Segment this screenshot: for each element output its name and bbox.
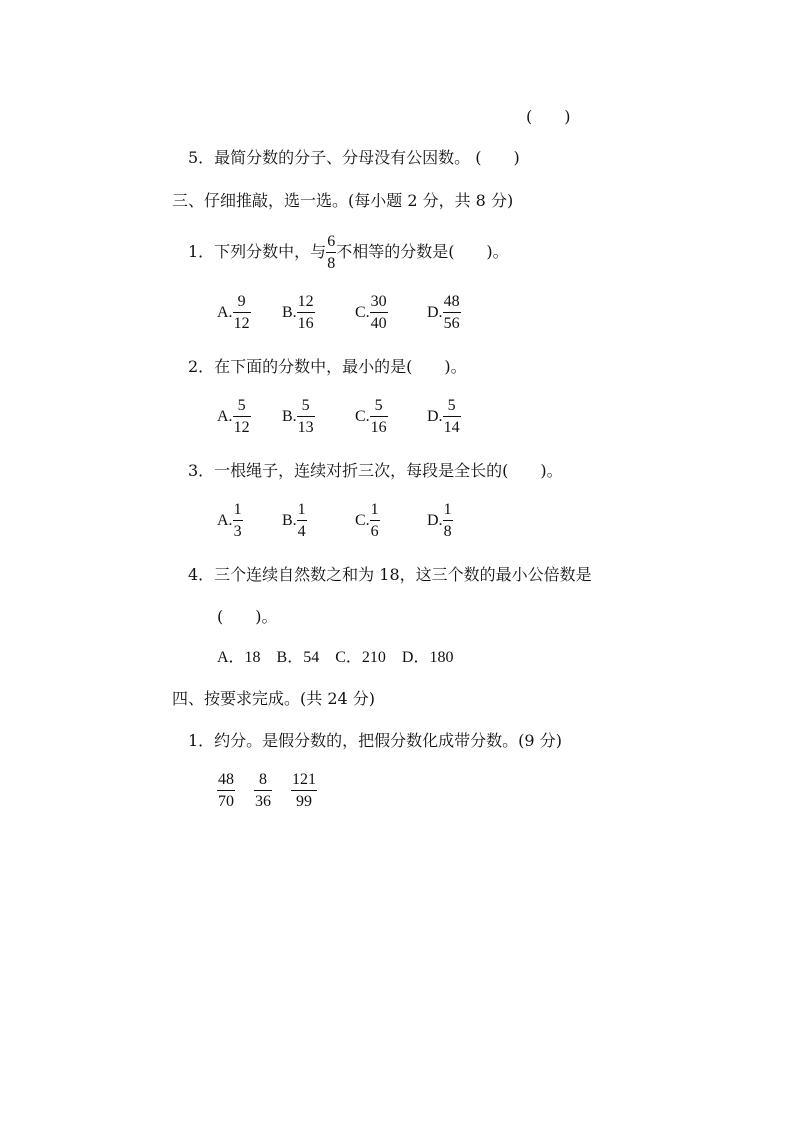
option-a[interactable]: A. $\frac{5}{12}$	[217, 397, 250, 436]
fraction: $\frac{12}{16}$	[297, 293, 314, 332]
fraction: $\frac{121}{99}$	[292, 771, 316, 810]
question-4-1: 1．约分。是假分数的，把假分数化成带分数。(9 分)	[188, 731, 562, 750]
fraction: $\frac{5}{14}$	[443, 397, 460, 436]
fraction: $\frac{48}{70}$	[218, 771, 234, 810]
fraction: $\frac{1}{3}$	[233, 501, 242, 540]
option-a[interactable]: A. $\frac{1}{3}$	[217, 501, 242, 540]
option-d[interactable]: D. $\frac{5}{14}$	[427, 397, 460, 436]
question-text: 5．最简分数的分子、分母没有公因数。	[188, 148, 471, 167]
fraction: $\frac{9}{12}$	[233, 293, 250, 332]
answer-paren[interactable]: ( )。	[217, 607, 278, 626]
option-c[interactable]: C. $\frac{1}{6}$	[355, 501, 379, 540]
option-c[interactable]: C. $\frac{5}{16}$	[355, 397, 387, 436]
fraction-121-99	[291, 772, 317, 810]
fraction	[326, 234, 336, 272]
question-2-5	[188, 148, 520, 168]
question-3-1	[188, 230, 509, 274]
question-3-2: 2．在下面的分数中，最小的是( )。	[188, 357, 467, 376]
options-row[interactable]: A．18 B．54 C．210 D．180	[217, 649, 454, 666]
section-3-title: 三、仔细推敲，选一选。(每小题 2 分，共 8 分)	[172, 191, 514, 210]
option-c[interactable]: C. $\frac{30}{40}$	[355, 293, 387, 332]
option-b[interactable]: B. $\frac{12}{16}$	[282, 293, 314, 332]
option-b[interactable]: B. $\frac{5}{13}$	[282, 397, 314, 436]
option-d[interactable]: D. $\frac{1}{8}$	[427, 501, 452, 540]
question-text-post[interactable]: 不相等的分数是( )。	[336, 242, 509, 261]
question-3-3: 3．一根绳子，连续对折三次，每段是全长的( )。	[188, 461, 563, 480]
numerator: 6	[326, 234, 336, 253]
fraction-8-36	[254, 772, 272, 810]
fraction-48-70	[217, 772, 235, 810]
option-d[interactable]: D. $\frac{48}{56}$	[427, 293, 460, 332]
fraction: $\frac{5}{16}$	[370, 397, 387, 436]
question-text: 1．下列分数中，与	[188, 242, 327, 261]
denominator: 8	[327, 254, 336, 272]
option-a[interactable]: A. $\frac{9}{12}$	[217, 293, 250, 332]
fraction: $\frac{5}{12}$	[233, 397, 250, 436]
question-3-4: 4．三个连续自然数之和为 18，这三个数的最小公倍数是	[188, 565, 592, 584]
answer-paren[interactable]: ( )	[526, 107, 571, 126]
option-b[interactable]: B. $\frac{1}{4}$	[282, 501, 306, 540]
fraction: $\frac{1}{4}$	[297, 501, 306, 540]
fraction: $\frac{1}{6}$	[370, 501, 379, 540]
fraction: $\frac{30}{40}$	[370, 293, 387, 332]
answer-paren[interactable]: ( )	[475, 148, 520, 167]
section-4-title: 四、按要求完成。(共 24 分)	[172, 689, 376, 708]
fraction: $\frac{48}{56}$	[443, 293, 460, 332]
fraction: $\frac{1}{8}$	[443, 501, 452, 540]
fraction: $\frac{8}{36}$	[255, 771, 271, 810]
fraction: $\frac{5}{13}$	[297, 397, 314, 436]
